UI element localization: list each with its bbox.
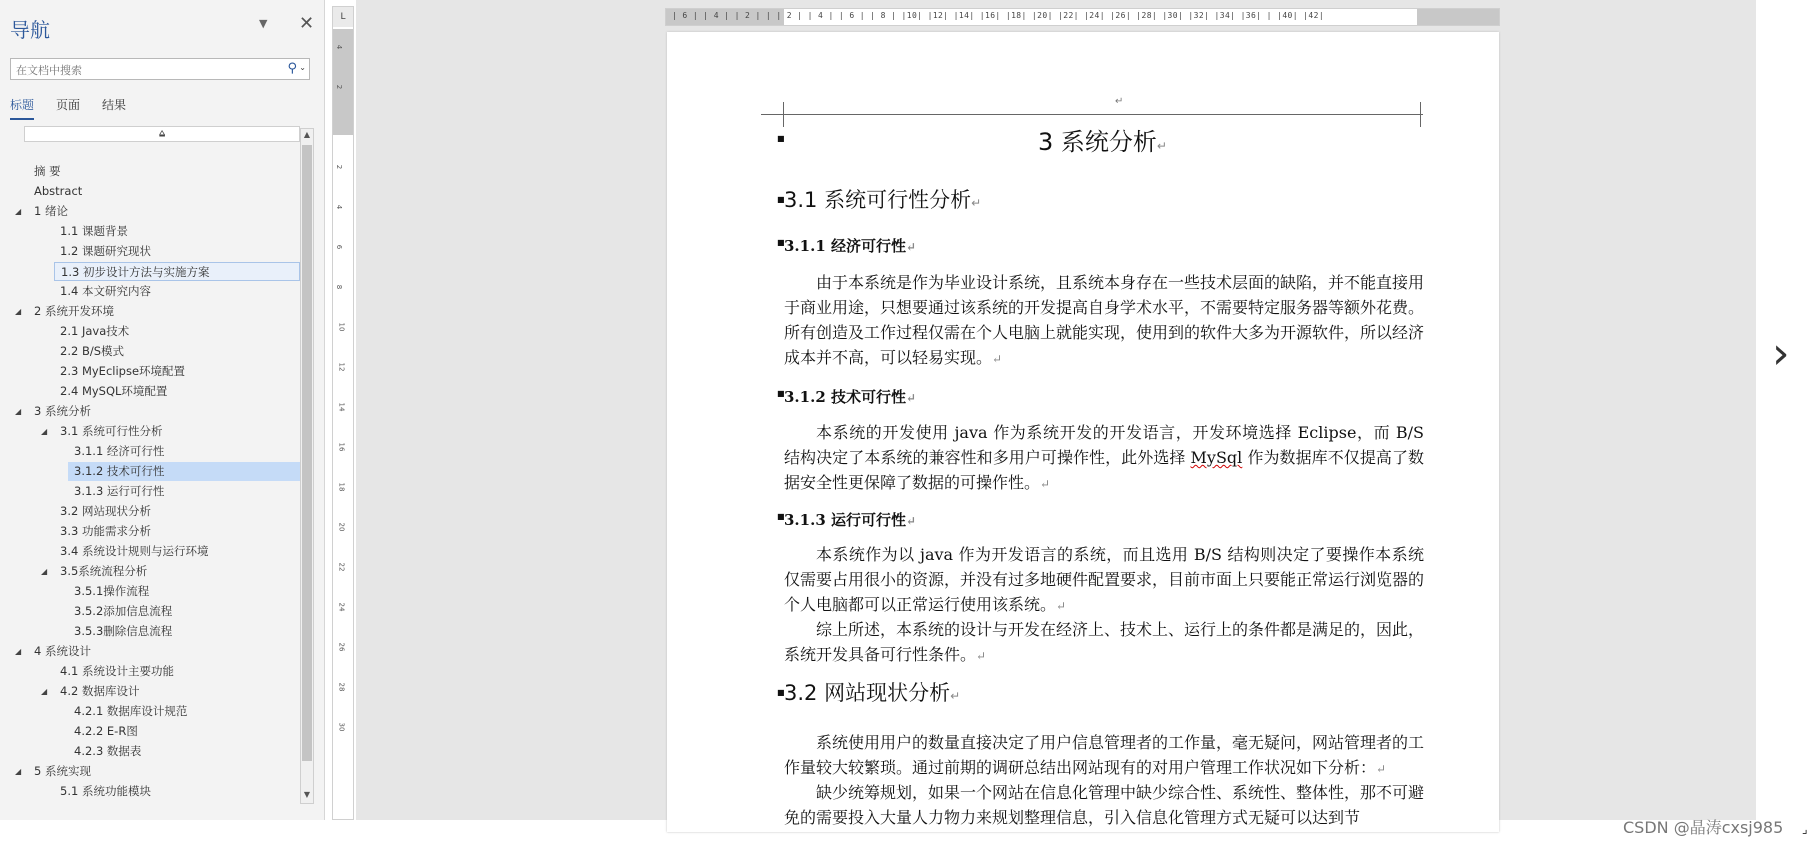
subsection-heading: 3.1.1 经济可行性↵	[784, 237, 917, 255]
collapse-all-button[interactable]: ⩠	[24, 126, 300, 142]
nav-tree-item[interactable]	[15, 302, 300, 321]
nav-tree-item[interactable]	[41, 682, 300, 701]
nav-tree-item[interactable]	[68, 622, 300, 641]
ruler-tick: 30	[337, 722, 346, 732]
scroll-thumb[interactable]	[302, 145, 312, 761]
tab-headings[interactable]: 标题	[10, 96, 34, 120]
nav-tree-label: 2.4 MySQL环境配置	[60, 384, 168, 398]
ruler-tick: 8	[335, 284, 344, 290]
paragraph: 本系统的开发使用 java 作为系统开发的开发语言，开发环境选择 Eclipse，而 B/S 结构决定了本系统的兼容性和多用户可操作性，此外选择 MySql 作为数据库不仅提高了数据安全性更保障了数据的可操作性。↵	[784, 423, 1424, 492]
nav-tree-label: 4 系统设计	[34, 644, 91, 658]
search-input[interactable]	[11, 61, 276, 81]
nav-tree-item[interactable]	[54, 782, 300, 801]
ruler-tick: 16	[337, 442, 346, 452]
tab-pages[interactable]: 页面	[56, 98, 81, 112]
resize-icon[interactable]: ⌟	[1802, 822, 1808, 836]
nav-tree-item[interactable]	[54, 662, 300, 681]
nav-tree-item[interactable]	[68, 462, 300, 481]
paragraph: 综上所述，本系统的设计与开发在经济上、技术上、运行上的条件都是满足的，因此，系统开发具备可行性条件。↵	[784, 620, 1425, 664]
heading-bullet: ■	[777, 512, 785, 521]
nav-tree-label: 2 系统开发环境	[34, 304, 114, 318]
search-icon[interactable]: ⚲	[287, 61, 297, 76]
nav-tree-item[interactable]	[54, 382, 300, 401]
nav-tree-item[interactable]	[54, 342, 300, 361]
expand-caret-icon[interactable]: ◢	[41, 427, 48, 436]
nav-tree-label: 3.1.1 经济可行性	[74, 444, 165, 458]
expand-caret-icon[interactable]: ◢	[15, 647, 22, 656]
subsection-heading: 3.1.3 运行可行性↵	[784, 511, 917, 529]
nav-tree-label: 3.2 网站现状分析	[60, 504, 151, 518]
nav-tree-item[interactable]	[54, 242, 300, 261]
nav-tree-item[interactable]	[54, 362, 300, 381]
nav-tree-label: 1.3 初步设计方法与实施方案	[61, 265, 210, 279]
nav-tree-item[interactable]	[68, 702, 300, 721]
header-return-mark: ↵	[1115, 96, 1124, 107]
nav-scrollbar[interactable]	[300, 128, 314, 804]
ruler-numbers: | 6 | | 4 | | 2 | | | 2 | | 4 | | 6 | | 8 | |10| |12| |14| |16| |18| |20| |22| |24| |26| |28| |30| |32| |34| |36| | |40| |42|	[672, 11, 1325, 20]
horizontal-ruler	[665, 8, 1500, 26]
nav-tree-item[interactable]	[68, 722, 300, 741]
nav-options-dropdown-icon[interactable]: ▼	[259, 17, 268, 30]
nav-tree-label: 3.1 系统可行性分析	[60, 424, 163, 438]
vertical-ruler	[332, 6, 354, 820]
ruler-tick: 2	[335, 84, 344, 90]
nav-tree-label: 4.2 数据库设计	[60, 684, 140, 698]
nav-tree-label: 1 绪论	[34, 204, 68, 218]
nav-tree-item[interactable]	[68, 482, 300, 501]
ruler-tick: 12	[337, 362, 346, 372]
nav-tree-item[interactable]	[54, 502, 300, 521]
expand-caret-icon[interactable]: ◢	[15, 307, 22, 316]
nav-tree-item[interactable]	[68, 742, 300, 761]
ruler-tick: 14	[337, 402, 346, 412]
nav-tree-item[interactable]	[54, 322, 300, 341]
ruler-tick: 10	[337, 322, 346, 332]
nav-tree-item[interactable]	[54, 522, 300, 541]
search-box[interactable]	[10, 58, 310, 80]
heading-bullet: ■	[777, 389, 785, 398]
nav-tree-label: 4.2.2 E-R图	[74, 724, 138, 738]
nav-tree-label: 3.5系统流程分析	[60, 564, 148, 578]
expand-caret-icon[interactable]: ◢	[41, 567, 48, 576]
ruler-right-margin	[1417, 9, 1499, 25]
ruler-tick: 6	[335, 244, 344, 250]
nav-tabs	[10, 96, 126, 120]
expand-caret-icon[interactable]: ◢	[15, 407, 22, 416]
ruler-tick: 26	[337, 642, 346, 652]
nav-tree-item[interactable]	[54, 542, 300, 561]
chevron-down-icon[interactable]: ⌄	[299, 63, 306, 72]
nav-tree-label: 2.2 B/S模式	[60, 344, 125, 358]
scroll-down-icon[interactable]: ▼	[303, 790, 311, 799]
nav-tree-label: 3 系统分析	[34, 404, 91, 418]
nav-tree-label: 3.1.3 运行可行性	[74, 484, 165, 498]
nav-tree-item[interactable]	[68, 602, 300, 621]
nav-tree-label: 1.4 本文研究内容	[60, 284, 151, 298]
header-rule	[761, 114, 1423, 115]
ruler-tick: 2	[335, 164, 344, 170]
navigation-pane	[0, 0, 325, 820]
nav-tree-item[interactable]	[54, 262, 300, 281]
ruler-tick: 28	[337, 682, 346, 692]
paragraph: 本系统作为以 java 作为开发语言的系统，而且选用 B/S 结构则决定了要操作本系统仅需要占用很小的资源，并没有过多地硬件配置要求，目前市面上只要能正常运行浏览器的个人电脑都可以正常运行使用该系统。↵	[784, 545, 1425, 614]
nav-tree-item[interactable]	[15, 762, 300, 781]
heading-bullet: ■	[777, 195, 785, 204]
expand-caret-icon[interactable]: ◢	[15, 767, 22, 776]
ruler-tick: 4	[335, 204, 344, 210]
close-icon[interactable]: ✕	[299, 13, 315, 34]
nav-tree-item[interactable]	[15, 202, 300, 221]
spellcheck-word[interactable]: MySql	[1190, 448, 1243, 467]
ruler-tick: 20	[337, 522, 346, 532]
nav-tree-item[interactable]	[41, 422, 300, 441]
nav-title: 导航	[10, 18, 50, 42]
paragraph: 缺少统筹规划，如果一个网站在信息化管理中缺少综合性、系统性、整体性，那不可避免的需要投入大量人力物力来规划整理信息，引入信息化管理方式无疑可以达到节	[784, 783, 1425, 827]
next-page-arrow[interactable]: ›	[1772, 328, 1790, 379]
nav-tree-label: 4.1 系统设计主要功能	[60, 664, 174, 678]
ruler-tick: 24	[337, 602, 346, 612]
nav-tree-item[interactable]	[68, 582, 300, 601]
ruler-tick: 22	[337, 562, 346, 572]
section-heading: 3.1 系统可行性分析↵	[784, 188, 982, 212]
paragraph: 系统使用用户的数量直接决定了用户信息管理者的工作量，毫无疑问，网站管理者的工作量较大较繁琐。通过前期的调研总结出网站现有的对用户管理工作状况如下分析：↵	[784, 733, 1425, 777]
nav-tree-item[interactable]	[15, 402, 300, 421]
nav-tree-label: 3.5.2添加信息流程	[74, 604, 173, 618]
tab-selector[interactable]: L	[333, 7, 353, 27]
ruler-tick: 4	[335, 44, 344, 50]
nav-tree-label: 1.2 课题研究现状	[60, 244, 151, 258]
nav-tree-label: 1.1 课题背景	[60, 224, 128, 238]
nav-tree-label: 2.3 MyEclipse环境配置	[60, 364, 186, 378]
expand-caret-icon[interactable]: ◢	[15, 207, 22, 216]
subsection-heading: 3.1.2 技术可行性↵	[784, 388, 917, 406]
nav-tree-label: 3.5.1操作流程	[74, 584, 150, 598]
document-page[interactable]	[667, 32, 1499, 832]
watermark: CSDN @晶涛cxsj985	[1623, 818, 1784, 837]
nav-tree-label: 3.1.2 技术可行性	[74, 464, 165, 478]
nav-tree-label: 3.3 功能需求分析	[60, 524, 151, 538]
nav-tree-item[interactable]	[54, 282, 300, 301]
nav-tree-item[interactable]	[15, 642, 300, 661]
nav-tree-item[interactable]	[28, 162, 300, 181]
nav-tree-item[interactable]	[68, 442, 300, 461]
nav-tree-label: 5.1 系统功能模块	[60, 784, 151, 798]
nav-tree-item[interactable]	[41, 562, 300, 581]
nav-tree-label: 5 系统实现	[34, 764, 91, 778]
heading-bullet: ■	[777, 688, 785, 697]
nav-tree-label: 3.5.3删除信息流程	[74, 624, 173, 638]
heading-bullet: ■	[777, 238, 785, 247]
nav-tree-label: 4.2.1 数据库设计规范	[74, 704, 188, 718]
nav-tree-label: Abstract	[34, 184, 83, 198]
nav-tree-label: 摘 要	[34, 164, 61, 178]
ruler-tick: 18	[337, 482, 346, 492]
nav-tree-item[interactable]	[28, 182, 300, 201]
heading-bullet: ■	[777, 134, 785, 143]
paragraph: 由于本系统是作为毕业设计系统，且系统本身存在一些技术层面的缺陷，并不能直接用于商业用途，只想要通过该系统的开发提高自身学术水平，不需要特定服务器等额外花费。所有创造及工作过程仅需在个人电脑上就能实现，使用到的软件大多为开源软件，所以经济成本并不高，可以轻易实现。↵	[784, 273, 1425, 367]
scroll-up-icon[interactable]: ▲	[303, 130, 311, 139]
nav-tree-label: 2.1 Java技术	[60, 324, 130, 338]
expand-caret-icon[interactable]: ◢	[41, 687, 48, 696]
nav-tree-label: 3.4 系统设计规则与运行环境	[60, 544, 209, 558]
nav-tree-item[interactable]	[54, 222, 300, 241]
tab-results[interactable]: 结果	[102, 98, 127, 112]
section-heading: 3.2 网站现状分析↵	[784, 681, 961, 705]
nav-tree-label: 4.2.3 数据表	[74, 744, 142, 758]
chapter-title: 3 系统分析↵	[1038, 128, 1167, 156]
